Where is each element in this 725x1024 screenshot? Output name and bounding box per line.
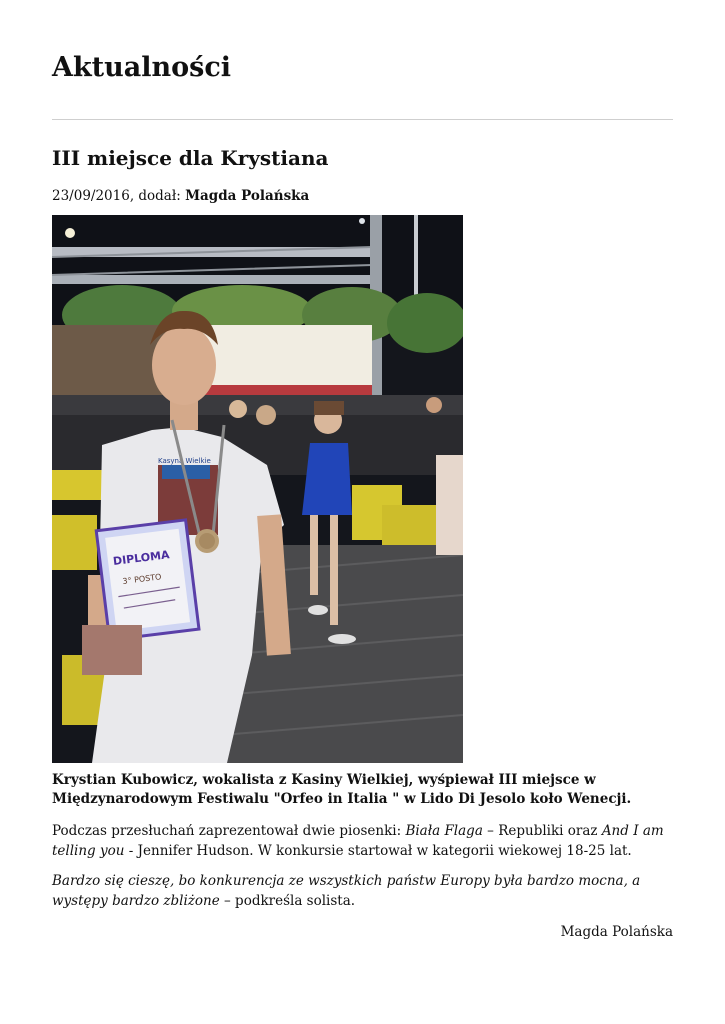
post-date: 23/09/2016 bbox=[52, 188, 130, 204]
post-title[interactable]: III miejsce dla Krystiana bbox=[52, 146, 329, 170]
author-prefix: , dodał: bbox=[129, 188, 186, 204]
post-lead: Krystian Kubowicz, wokalista z Kasiny Wielkiej, wyśpiewał III miejsce w Międzynarodowym Festiwalu "Orfeo in Italia " w Lido Di Jesolo koło Wenecji. bbox=[52, 772, 632, 807]
post-photo[interactable] bbox=[52, 215, 463, 763]
quote-text: Bardzo się cieszę, bo konkurencja ze wszystkich państw Europy była bardzo mocna, a występy bardzo zbliżone bbox=[52, 873, 641, 909]
song-title: Biała Flaga bbox=[405, 823, 483, 839]
paragraph-songs bbox=[52, 821, 677, 861]
song-title: And I am telling you bbox=[52, 823, 664, 859]
diploma-heading: DIPLOMA bbox=[112, 548, 171, 568]
section-title: Aktualności bbox=[52, 52, 232, 83]
divider bbox=[52, 119, 673, 120]
paragraph-text: - Jennifer Hudson. W konkursie startował w kategorii wiekowej 18-25 lat. bbox=[124, 843, 632, 859]
diploma-line: 3° POSTO bbox=[122, 572, 162, 586]
paragraph-quote bbox=[52, 871, 677, 911]
post-meta bbox=[52, 188, 309, 204]
paragraph-text: – Republiki oraz bbox=[482, 823, 602, 839]
paragraph-text: Podczas przesłuchań zaprezentował dwie piosenki: bbox=[52, 823, 406, 839]
shirt-text: Kasyna Wielkie bbox=[158, 457, 211, 465]
paragraph-text: – podkreśla solista. bbox=[219, 893, 356, 909]
signature: Magda Polańska bbox=[560, 924, 673, 940]
post-author: Magda Polańska bbox=[185, 188, 310, 204]
